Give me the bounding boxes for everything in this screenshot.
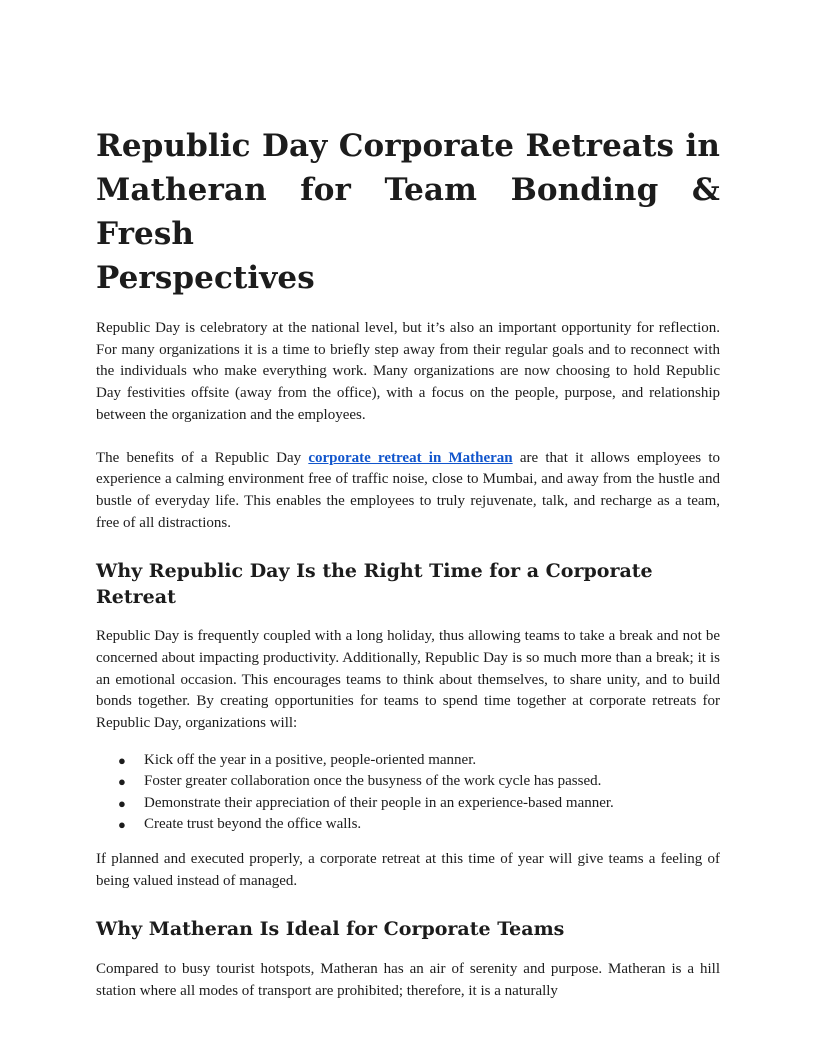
benefits-list [96, 750, 720, 836]
section-heading-matheran: Why Matheran Is Ideal for Corporate Teams [96, 918, 565, 941]
list-item [96, 793, 720, 815]
list-item-text: Foster greater collaboration once the busyness of the work cycle has passed. [144, 773, 602, 790]
section1-paragraph: Republic Day is frequently coupled with a long holiday, thus allowing teams to take a break and not be concerned about impacting productivity. Additionally, Republic Day is so much more than a break; it is an emotional occasion. This encourages teams to think about themselves, to share unity, and to build bonds together. By creating opportunities for teams to spend time together at corporate retreats for Republic Day, organizations will: [96, 628, 720, 732]
list-item [96, 814, 720, 836]
list-item-text: Kick off the year in a positive, people-oriented manner. [144, 751, 477, 768]
list-item-text: Demonstrate their appreciation of their people in an experience-based manner. [144, 794, 614, 811]
intro-paragraph: Republic Day is celebratory at the national level, but it’s also an important opportunity for reflection. For many organizations it is a time to briefly step away from their regular goals and to reconnect with the individuals who make everything work. Many organizations are now choosing to hold Republic Day festivities offsite (away from the office), with a focus on the people, purpose, and relationship between the organization and the employees. [96, 320, 720, 423]
section-heading-republic-day: Why Republic Day Is the Right Time for a Corporate Retreat [96, 560, 653, 609]
title-line-2: Matheran for Team Bonding & Fresh [96, 172, 720, 252]
benefits-paragraph [96, 448, 720, 535]
title-line-3: Perspectives [96, 260, 315, 296]
bullet-icon: ● [118, 774, 126, 790]
section2-paragraph: Compared to busy tourist hotspots, Matheran has an air of serenity and purpose. Matheran is a hill station where all modes of transport are prohibited; therefore, it is a naturally [96, 961, 720, 999]
list-item [96, 771, 720, 793]
page-title [96, 124, 720, 300]
corporate-retreat-link[interactable]: corporate retreat in Matheran [308, 449, 513, 466]
title-line-1: Republic Day Corporate Retreats in [96, 128, 720, 164]
section1-closing-paragraph: If planned and executed properly, a corporate retreat at this time of year will give teams a feeling of being valued instead of managed. [96, 850, 720, 889]
benefits-text-before-link: The benefits of a Republic Day [96, 449, 309, 466]
list-item-text: Create trust beyond the office walls. [144, 816, 362, 833]
document-page [96, 124, 720, 1003]
benefits-text-after-link: are that it allows employees to experience a calming environment free of traffic noise, close to Mumbai, and away from the hustle and bustle of everyday life. This enables the employees to truly rejuvenate, talk, and recharge as a team, free of all distractions. [96, 449, 720, 531]
list-item [96, 750, 720, 772]
bullet-icon: ● [118, 817, 126, 833]
bullet-icon: ● [118, 795, 126, 811]
bullet-icon: ● [118, 752, 126, 768]
